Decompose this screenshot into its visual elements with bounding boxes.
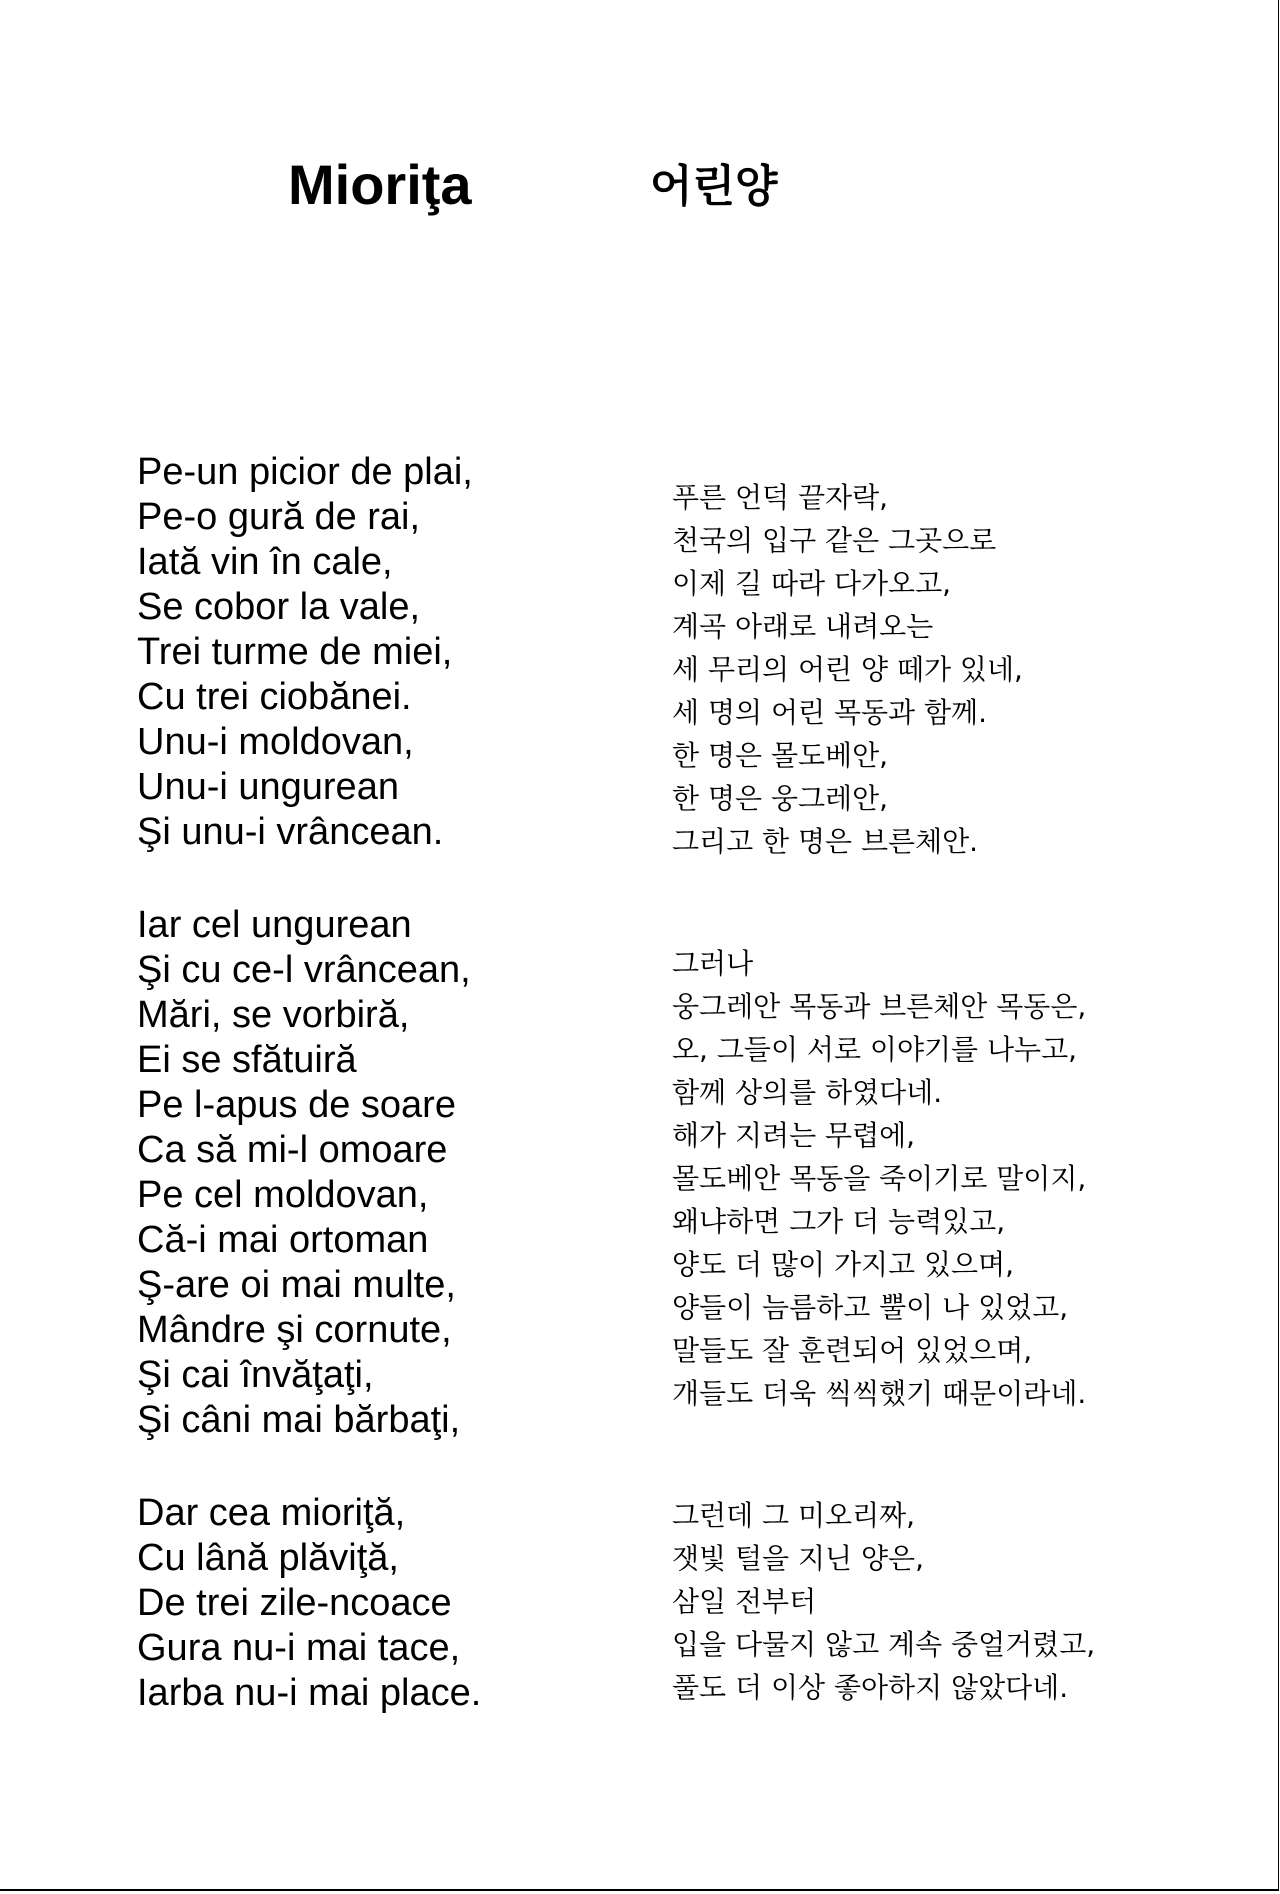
romanian-stanza [137, 450, 473, 855]
poem-line: Iată vin în cale, [137, 541, 393, 583]
poem-line: Şi unu-i vrâncean. [137, 811, 444, 853]
poem-line: 웅그레안 목동과 브른체안 목동은, [672, 990, 1087, 1023]
poem-line: Dar cea mioriţă, [137, 1492, 406, 1534]
poem-line: 왜냐하면 그가 더 능력있고, [672, 1205, 1006, 1238]
poem-line: Se cobor la vale, [137, 586, 421, 628]
poem-line: Trei turme de miei, [137, 631, 453, 673]
poem-line: Ei se sfătuiră [137, 1039, 357, 1081]
romanian-title: Mioriţa [288, 153, 472, 216]
poem-line: 한 명은 웅그레안, [672, 782, 889, 815]
poem-line: Iar cel ungurean [137, 904, 412, 946]
poem-line: Ş-are oi mai multe, [137, 1264, 456, 1306]
poem-line: 해가 지려는 무렵에, [672, 1119, 916, 1152]
poem-line: 몰도베안 목동을 죽이기로 말이지, [672, 1162, 1087, 1195]
poem-line: 입을 다물지 않고 계속 중얼거렸고, [672, 1628, 1096, 1661]
poem-line: 세 무리의 어린 양 떼가 있네, [672, 653, 1023, 686]
poem-line: 세 명의 어린 목동과 함께. [672, 696, 987, 729]
poem-line: Şi câni mai bărbaţi, [137, 1399, 461, 1441]
poem-line: 잿빛 털을 지닌 양은, [672, 1542, 924, 1575]
poem-line: 함께 상의를 하였다네. [672, 1076, 943, 1109]
poem-line: 오, 그들이 서로 이야기를 나누고, [672, 1033, 1078, 1066]
poem-line: De trei zile-ncoace [137, 1582, 452, 1624]
poem-line: Cu trei ciobănei. [137, 676, 412, 718]
poem-line: Iarba nu-i mai place. [137, 1672, 482, 1714]
poem-line: Şi cai învăţaţi, [137, 1354, 374, 1396]
romanian-stanza [137, 903, 471, 1443]
korean-title: 어린양 [650, 161, 778, 212]
poem-line: 계곡 아래로 내려오는 [672, 610, 934, 643]
poem-line: 푸른 언덕 끝자락, [672, 481, 889, 514]
poem-line: 양도 더 많이 가지고 있으며, [672, 1248, 1015, 1281]
korean-stanza [672, 942, 1086, 1415]
poem-line: Gura nu-i mai tace, [137, 1627, 461, 1669]
poem-line: Pe l-apus de soare [137, 1084, 456, 1126]
poem-line: 그런데 그 미오리짜, [672, 1499, 916, 1532]
poem-line: Că-i mai ortoman [137, 1219, 429, 1261]
poem-line: Unu-i ungurean [137, 766, 399, 808]
poem-line: Şi cu ce-l vrâncean, [137, 949, 471, 991]
poem-line: 이제 길 따라 다가오고, [672, 567, 952, 600]
poem-line: 한 명은 몰도베안, [672, 739, 889, 772]
poem-line: 개들도 더욱 씩씩했기 때문이라네. [672, 1377, 1087, 1410]
poem-line: 풀도 더 이상 좋아하지 않았다네. [672, 1671, 1069, 1704]
romanian-stanza [137, 1491, 481, 1716]
poem-line: Ca să mi-l omoare [137, 1129, 448, 1171]
poem-line: 양들이 늠름하고 뿔이 나 있었고, [672, 1291, 1069, 1324]
poem-line: 그러나 [672, 947, 754, 980]
korean-stanza [672, 476, 1023, 863]
poem-line: Pe-o gură de rai, [137, 496, 421, 538]
poem-line: 그리고 한 명은 브른체안. [672, 825, 979, 858]
poem-line: Pe-un picior de plai, [137, 451, 473, 493]
korean-stanza [672, 1494, 1095, 1709]
poem-line: 말들도 잘 훈련되어 있었으며, [672, 1334, 1033, 1367]
poem-line: Cu lână plăviţă, [137, 1537, 399, 1579]
poem-line: 삼일 전부터 [672, 1585, 817, 1618]
poem-line: Mândre şi cornute, [137, 1309, 452, 1351]
poem-line: Pe cel moldovan, [137, 1174, 429, 1216]
poem-line: Mări, se vorbiră, [137, 994, 410, 1036]
poem-line: 천국의 입구 같은 그곳으로 [672, 524, 997, 557]
poem-line: Unu-i moldovan, [137, 721, 414, 763]
